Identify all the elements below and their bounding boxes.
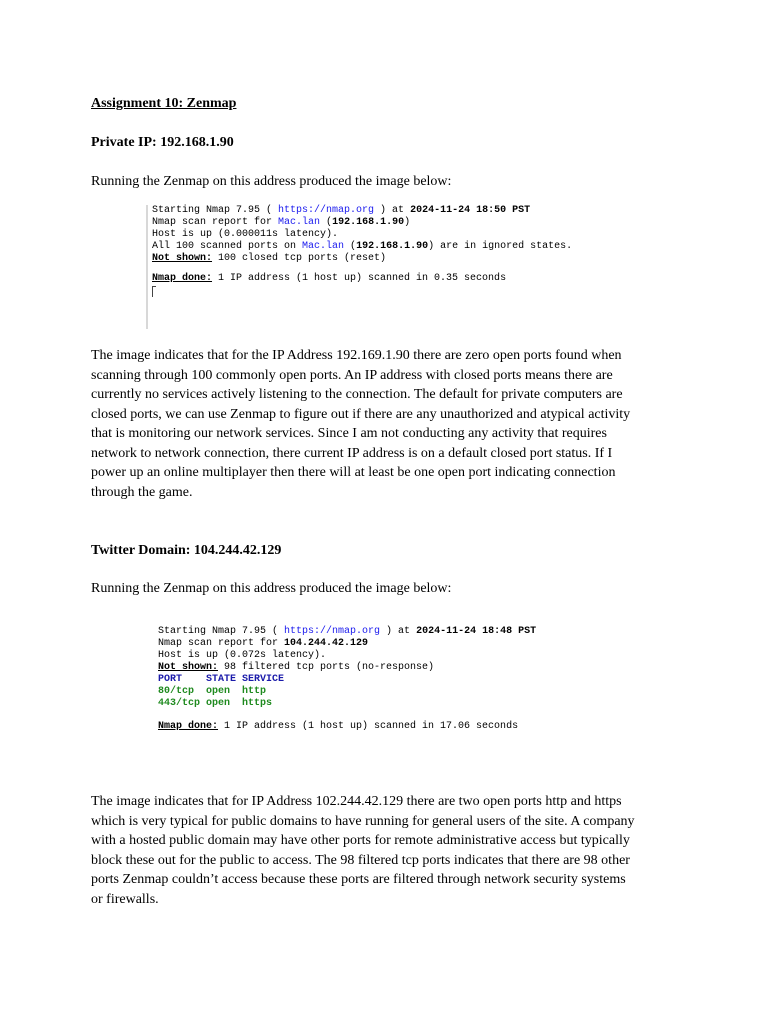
section1-body-line: currently no services actively listening to the connection. The default for private computers are <box>91 387 623 402</box>
terminal2-line-notshown: Not shown: 98 filtered tcp ports (no-response) <box>158 662 435 673</box>
terminal1-line-start: Starting Nmap 7.95 ( https://nmap.org ) at 2024-11-24 18:50 PST <box>152 205 531 216</box>
section1-body <box>91 346 686 502</box>
section1-body-line: that is monitoring our network services. Since I am not conducting any activity that requires <box>91 426 607 441</box>
terminal1-line-ports: All 100 scanned ports on Mac.lan (192.168.1.90) are in ignored states. <box>152 241 573 252</box>
nmap-screenshot-twitter <box>156 624 576 742</box>
section2-body-line: or firewalls. <box>91 891 159 907</box>
section2-intro-text: Running the Zenmap on this address produced the image below: <box>91 581 452 596</box>
section1-intro <box>91 172 686 192</box>
section1-body-line: through the game. <box>91 484 193 500</box>
screenshot1-left-border <box>146 205 148 329</box>
section2-body <box>91 792 686 909</box>
section1-heading: Private IP: 192.168.1.90 <box>91 135 234 150</box>
terminal2-line-report: Nmap scan report for 104.244.42.129 <box>158 638 369 649</box>
section2-body-line: block these out for the public to access. The 98 filtered tcp ports indicates that there are 98 other <box>91 852 630 868</box>
terminal2-port-https: 443/tcp open https <box>158 698 273 709</box>
section2-heading: Twitter Domain: 104.244.42.129 <box>91 543 282 558</box>
section2-intro <box>91 579 686 599</box>
section2-body-line: ports Zenmap couldn’t access because these ports are filtered through network security systems <box>91 872 626 887</box>
section2-body-line: The image indicates that for IP Address 102.244.42.129 there are two open ports http and https <box>91 794 622 809</box>
section1-body-line: power up an online multiplayer then there will at least be one open port indicating connection <box>91 465 616 480</box>
section1-body-line: closed ports, we can use Zenmap to figure out if there are any unauthorized and atypical activity <box>91 406 631 422</box>
terminal2-line-done: Nmap done: 1 IP address (1 host up) scanned in 17.06 seconds <box>158 721 519 732</box>
terminal1-cursor <box>152 286 153 297</box>
assignment-title: Assignment 10: Zenmap <box>91 96 237 111</box>
terminal1-line-done: Nmap done: 1 IP address (1 host up) scanned in 0.35 seconds <box>152 273 507 284</box>
section2-body-line: with a hosted public domain may have other ports for remote administrative access but typically <box>91 833 630 848</box>
terminal1-line-hostup: Host is up (0.000011s latency). <box>152 229 339 240</box>
terminal2-line-hostup: Host is up (0.072s latency). <box>158 650 327 661</box>
section1-intro-text: Running the Zenmap on this address produced the image below: <box>91 174 452 189</box>
section1-body-line: network to network connection, there current IP address is on a default closed port status. If I <box>91 445 613 461</box>
terminal1-line-notshown: Not shown: 100 closed tcp ports (reset) <box>152 253 387 264</box>
terminal2-line-start: Starting Nmap 7.95 ( https://nmap.org ) at 2024-11-24 18:48 PST <box>158 626 537 637</box>
terminal1-line-report: Nmap scan report for Mac.lan (192.168.1.90) <box>152 217 411 228</box>
section1-body-line: The image indicates that for the IP Address 192.169.1.90 there are zero open ports found when <box>91 348 622 363</box>
section1-body-line: scanning through 100 commonly open ports. An IP address with closed ports means there are <box>91 367 613 383</box>
terminal2-port-header: PORT STATE SERVICE <box>158 674 285 685</box>
section2-body-line: which is very typical for public domains to have running for general users of the site. A company <box>91 813 635 829</box>
terminal2-port-http: 80/tcp open http <box>158 686 267 697</box>
nmap-screenshot-private-ip <box>150 203 573 329</box>
